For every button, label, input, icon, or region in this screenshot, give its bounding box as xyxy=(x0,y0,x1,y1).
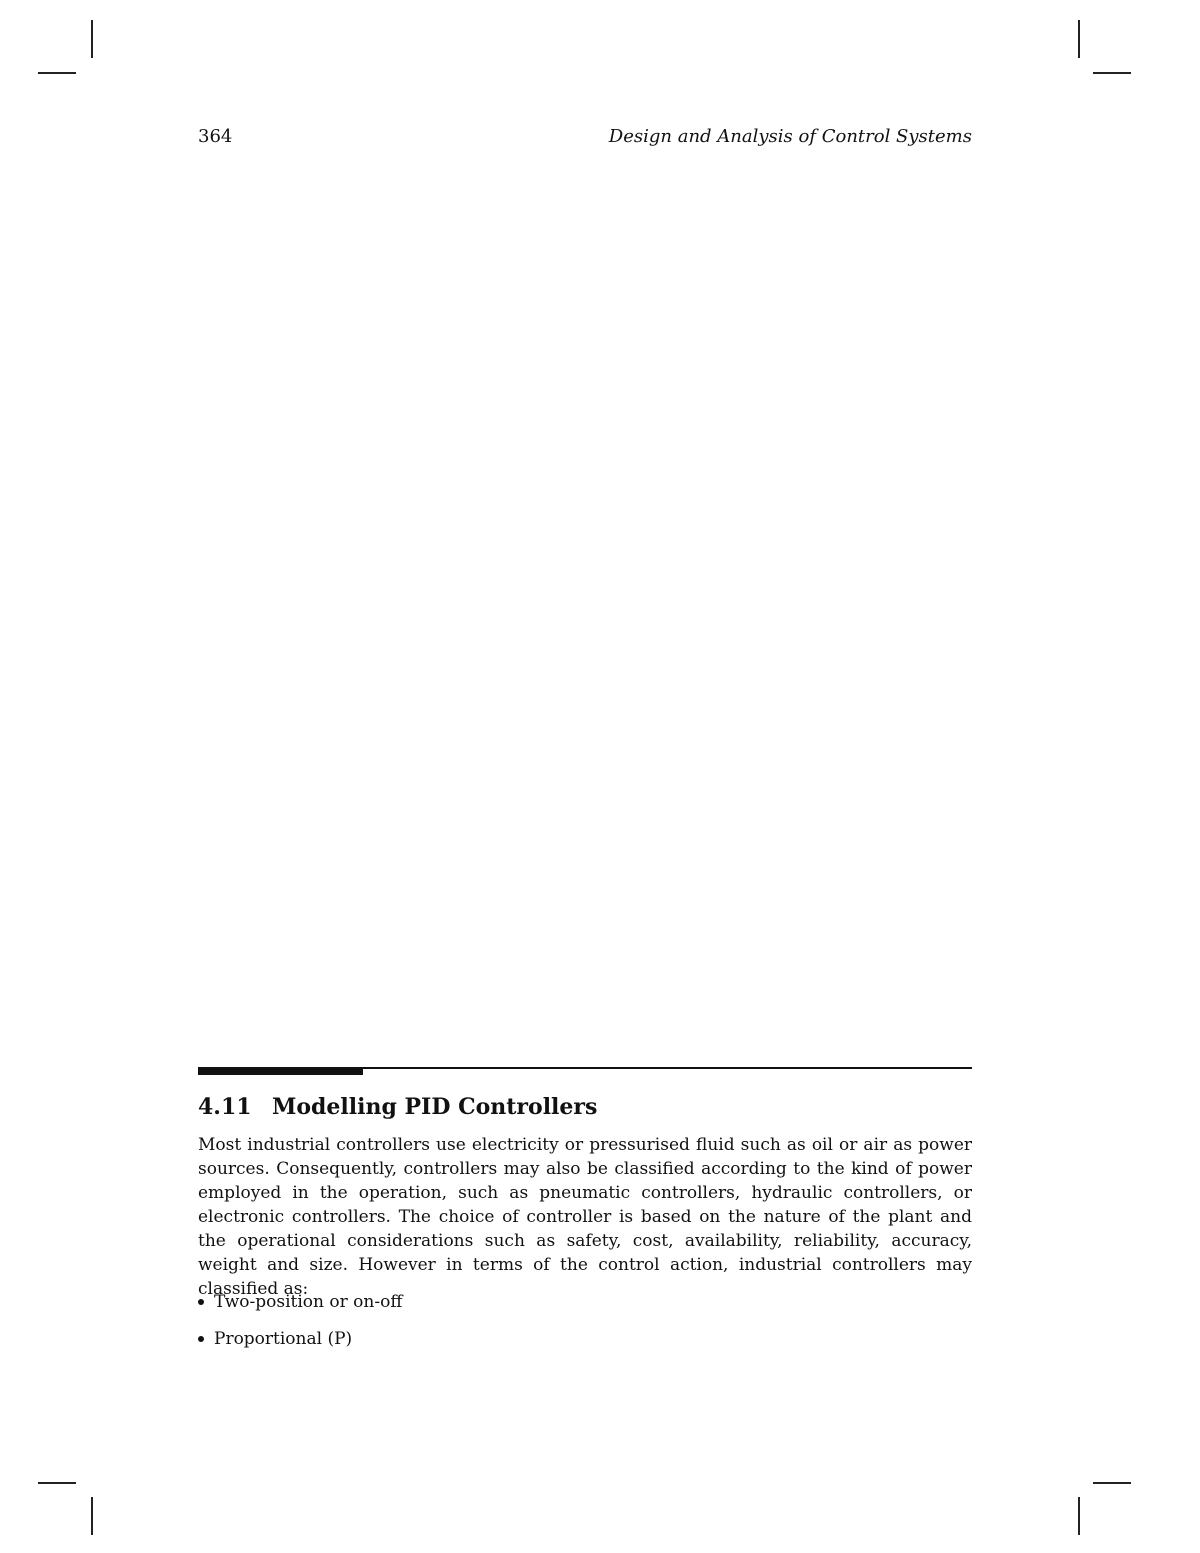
crop-mark-top-right-horizontal xyxy=(1093,72,1131,74)
bullet-icon xyxy=(198,1299,204,1305)
section-heading xyxy=(198,1094,972,1120)
body-paragraph: Most industrial controllers use electricity or pressurised fluid such as oil or air as power sources. Consequently, controllers may also be classified according to the kind of power employed in the operation, such as pneumatic controllers, hydraulic controllers, or electronic controllers. The choice of controller is based on the nature of the plant and the operational considerations such as safety, cost, availability, reliability, accuracy, weight and size. However in terms of the control action, industrial controllers may classified as: xyxy=(198,1135,972,1299)
crop-mark-bottom-left-horizontal xyxy=(38,1482,76,1484)
section-rule-thick-bar xyxy=(198,1067,363,1075)
running-head xyxy=(198,126,972,150)
crop-mark-bottom-right-vertical xyxy=(1078,1497,1080,1535)
section-rule xyxy=(198,1067,972,1077)
list-item-text: Two-position or on-off xyxy=(214,1292,403,1312)
list-item xyxy=(198,1290,972,1314)
page-number: 364 xyxy=(198,126,233,147)
bullet-list xyxy=(198,1290,972,1364)
section-number: 4.11 xyxy=(198,1094,252,1120)
crop-mark-bottom-right-horizontal xyxy=(1093,1482,1131,1484)
crop-mark-top-right-vertical xyxy=(1078,20,1080,58)
section-title: Modelling PID Controllers xyxy=(272,1094,598,1120)
bullet-icon xyxy=(198,1336,204,1342)
crop-mark-top-left-vertical xyxy=(91,20,93,58)
running-title: Design and Analysis of Control Systems xyxy=(608,126,972,147)
list-item xyxy=(198,1327,972,1351)
crop-mark-bottom-left-vertical xyxy=(91,1497,93,1535)
list-item-text: Proportional (P) xyxy=(214,1329,353,1349)
crop-mark-top-left-horizontal xyxy=(38,72,76,74)
